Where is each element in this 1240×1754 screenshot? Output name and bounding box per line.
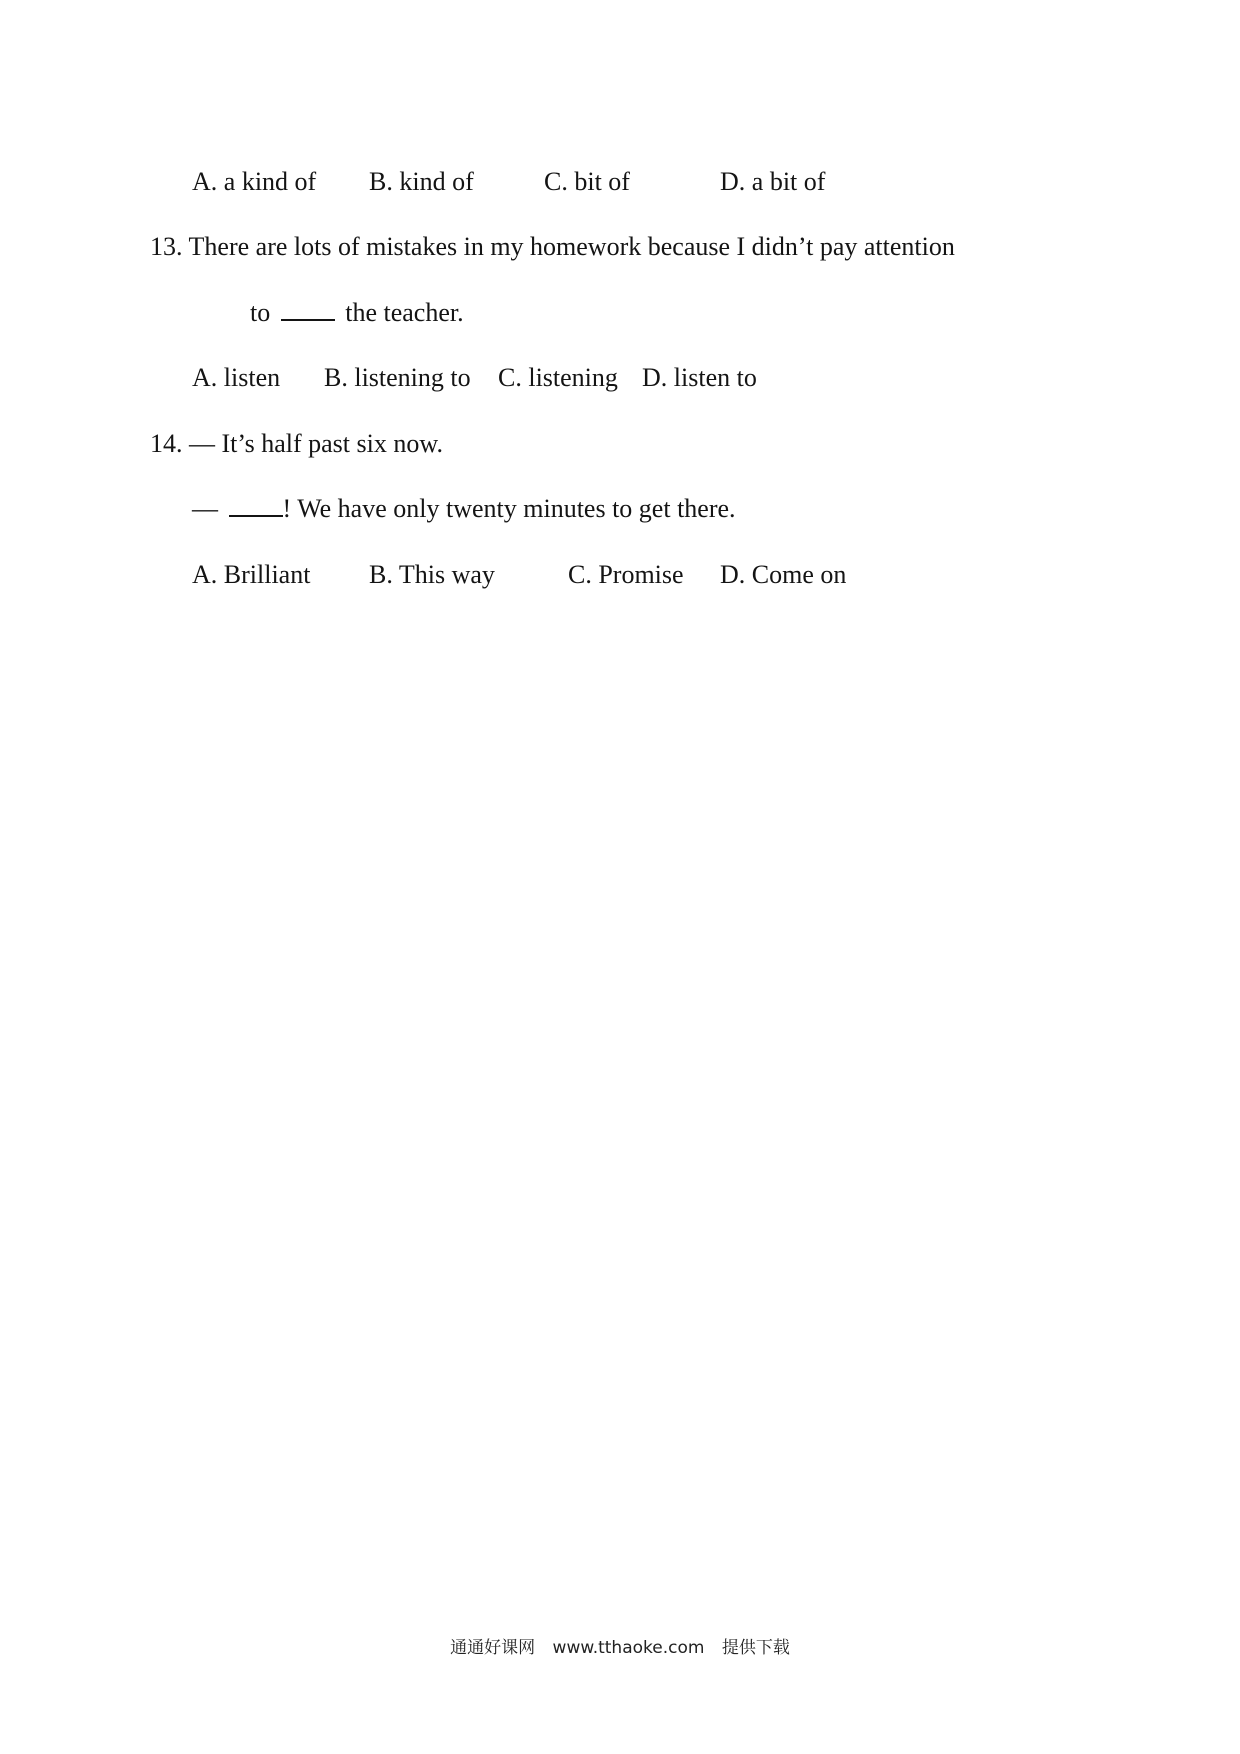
q12-option-b: B. kind of bbox=[369, 167, 474, 196]
q13-option-a: A. listen bbox=[192, 363, 281, 392]
q14-dash: — bbox=[192, 494, 218, 523]
q13-option-b: B. listening to bbox=[324, 363, 471, 392]
q14-question-line1 bbox=[150, 428, 443, 460]
footer-note: 提供下载 bbox=[721, 1638, 790, 1658]
q14-stem-after-blank: ! We have only twenty minutes to get there. bbox=[282, 494, 736, 523]
q14-option-a: A. Brilliant bbox=[192, 560, 311, 589]
q13-answer-blank bbox=[281, 297, 335, 321]
q14-stem: — It’s half past six now. bbox=[189, 429, 443, 458]
q14-option-b: B. This way bbox=[369, 560, 495, 589]
q14-question-line2 bbox=[192, 493, 736, 525]
q13-stem-before-blank: to bbox=[250, 298, 271, 327]
q14-number: 14. bbox=[150, 429, 183, 458]
q13-option-d: D. listen to bbox=[642, 363, 757, 392]
q12-option-c: C. bit of bbox=[544, 167, 630, 196]
q13-question-line2 bbox=[250, 297, 464, 329]
q13-option-c: C. listening bbox=[498, 363, 618, 392]
footer-url[interactable]: www.tthaoke.com bbox=[552, 1638, 705, 1658]
page-footer bbox=[0, 1636, 1240, 1660]
q13-question-line1 bbox=[150, 231, 955, 263]
q14-option-c: C. Promise bbox=[568, 560, 684, 589]
q13-stem: There are lots of mistakes in my homework because I didn’t pay attention bbox=[188, 232, 955, 261]
q14-answer-blank bbox=[229, 493, 283, 517]
q12-option-a: A. a kind of bbox=[192, 167, 317, 196]
q14-option-d: D. Come on bbox=[720, 560, 847, 589]
q12-option-d: D. a bit of bbox=[720, 167, 826, 196]
footer-site-name: 通通好课网 bbox=[450, 1638, 536, 1658]
q13-number: 13. bbox=[150, 232, 183, 261]
q13-stem-after-blank: the teacher. bbox=[345, 298, 464, 327]
